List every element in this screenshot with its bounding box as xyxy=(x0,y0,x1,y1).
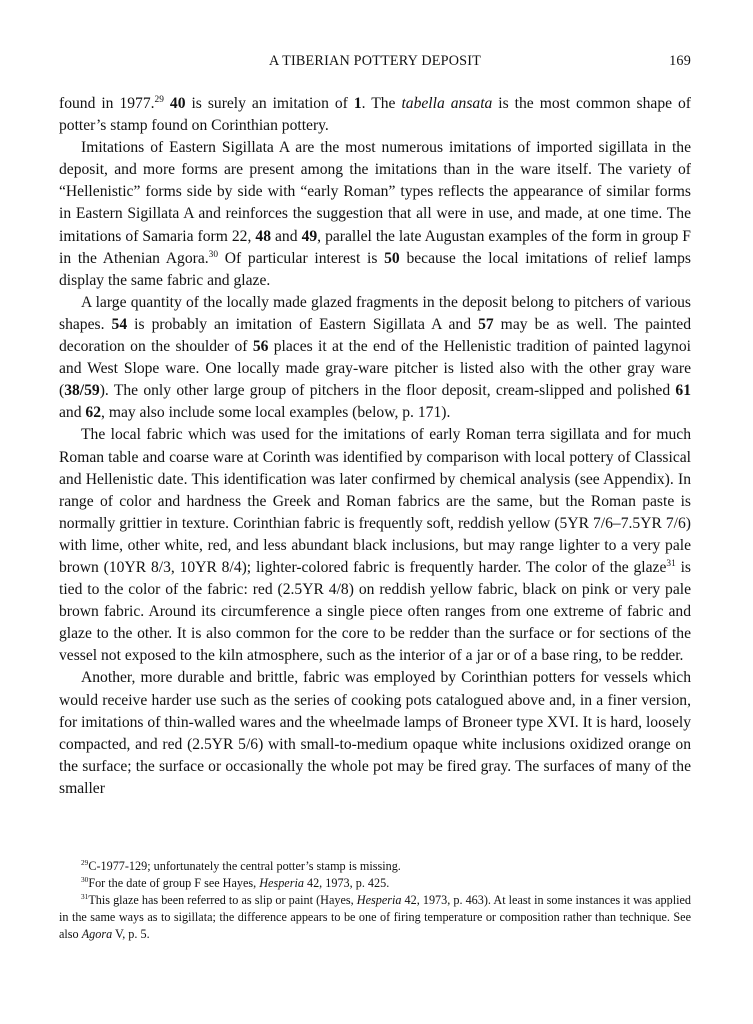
text-run: and xyxy=(270,227,302,245)
text-run: C-1977-129; unfortunately the central potter’s stamp is missing. xyxy=(88,859,401,873)
running-title: A TIBERIAN POTTERY DEPOSIT xyxy=(268,53,482,69)
text-run: V, p. 5. xyxy=(112,927,150,941)
footnote-ref: 31 xyxy=(81,891,89,901)
catalogue-number: 50 xyxy=(384,249,400,267)
text-run: is surely an imitation of xyxy=(185,95,354,112)
text-run: A large quantity of the locally made glazed fragments in the deposit belong to pitchers of various shapes. xyxy=(59,293,691,333)
footnote-ref: 29 xyxy=(154,94,164,105)
body-text xyxy=(59,93,691,800)
catalogue-number: 57 xyxy=(478,315,494,333)
text-run: , parallel the late Augustan examples of the form in group F in the Athenian Agora. xyxy=(59,227,691,267)
text-run: , may also include some local examples (below, p. 171). xyxy=(101,404,451,422)
catalogue-number: 62 xyxy=(85,404,102,422)
catalogue-number: 40 xyxy=(169,95,186,112)
catalogue-number: 54 xyxy=(111,315,128,333)
text-run: is tied to the color of the fabric: red (2.5YR 4/8) on reddish yellow fabric, black on pink or very pale brown fabric. Around its circumference a single piece often ranges from one extreme of fabric and glaze to the other. It is also common for the core to be redder than the surface or for sections of the vessel not exposed to the kiln atmosphere, such as the interior of a jar or of a base ring, to be redder. xyxy=(59,558,691,665)
italic-text: Agora xyxy=(81,927,113,941)
footnote xyxy=(59,892,691,943)
catalogue-number: 49 xyxy=(301,227,318,245)
body-paragraph xyxy=(59,292,691,425)
text-run: This glaze has been referred to as slip or paint (Hayes, xyxy=(88,893,357,907)
footnotes xyxy=(59,858,691,943)
italic-text: tabella ansata xyxy=(401,95,493,112)
footnote-ref: 30 xyxy=(208,249,219,260)
text-run: ). The only other large group of pitchers in the floor deposit, cream-slipped and polished xyxy=(99,382,676,400)
footnote xyxy=(59,875,691,892)
text-run: places it at the end of the Hellenistic tradition of painted lagynoi and West Slope ware. One locally made gray-ware pitcher is listed also with the other gray ware ( xyxy=(59,338,691,400)
text-run: The local fabric which was used for the imitations of early Roman terra sigillata and for much Roman table and coarse ware at Corinth was identified by comparison with local pottery of Classical and Hellenistic date. This identification was later confirmed by chemical analysis (see Appendix). In range of color and hardness the Greek and Roman fabrics are the same, but the Roman paste is normally grittier in texture. Corinthian fabric is frequently soft, reddish yellow (5YR 7/6–7.5YR 7/6) with lime, other white, red, and less abundant black inclusions, but may range lighter to a very pale brown (10YR 8/3, 10YR 8/4); lighter-colored fabric is frequently harder. The color of the glaze xyxy=(59,426,691,576)
body-paragraph xyxy=(59,424,691,667)
text-run: is probably an imitation of Eastern Sigillata A and xyxy=(127,315,479,333)
page xyxy=(59,52,691,800)
text-run: 42, 1973, p. 425. xyxy=(303,876,390,890)
catalogue-number: 1 xyxy=(353,95,362,112)
footnote-ref: 30 xyxy=(81,874,89,884)
italic-text: Hesperia xyxy=(356,893,402,907)
page-number: 169 xyxy=(669,53,691,69)
text-run: Of particular interest is xyxy=(218,249,385,267)
catalogue-number: 48 xyxy=(255,227,271,245)
text-run: and xyxy=(59,404,86,422)
text-run: because the local imitations of relief lamps display the same fabric and glaze. xyxy=(59,249,691,289)
italic-text: Hesperia xyxy=(259,876,304,890)
running-header xyxy=(59,52,691,78)
catalogue-number: 61 xyxy=(675,382,691,400)
text-run: . The xyxy=(361,95,402,112)
catalogue-number: 56 xyxy=(252,338,269,356)
body-paragraph xyxy=(59,93,691,137)
footnote xyxy=(59,858,691,875)
text-run: is the most common shape of potter’s stamp found on Corinthian pottery. xyxy=(59,95,691,135)
footnote-ref: 29 xyxy=(81,857,89,867)
text-run: For the date of group F see Hayes, xyxy=(88,876,260,890)
body-paragraph xyxy=(59,137,691,292)
text-run: may be as well. The painted decoration on the shoulder of xyxy=(59,315,692,356)
footnote-ref: 31 xyxy=(666,558,676,569)
text-run: 42, 1973, p. 463). At least in some instances it was applied in the same ways as to sigillata; the difference appears to be one of firing temperature or composition rather than technique. See also xyxy=(59,893,691,941)
text-run: found in 1977. xyxy=(59,95,155,112)
text-run: Another, more durable and brittle, fabric was employed by Corinthian potters for vessels which would receive harder use such as the series of cooking pots catalogued above and, in a finer version, for imitations of thin-walled wares and the wheelmade lamps of Broneer type XVI. It is hard, loosely compacted, and red (2.5YR 5/6) with small-to-medium opaque white inclusions oxidized orange on the surface; the surface or occasionally the whole pot may be fired gray. The surfaces of many of the smaller xyxy=(59,669,691,797)
catalogue-number: 38/59 xyxy=(64,382,100,400)
body-paragraph xyxy=(59,667,691,800)
text-run: Imitations of Eastern Sigillata A are the most numerous imitations of imported sigillata in the deposit, and more forms are present among the imitations than in the ware itself. The variety of “Hellenistic” forms side by side with “early Roman” types reflects the appearance of similar forms in Eastern Sigillata A and reinforces the suggestion that all were in use, and made, at one time. The imitations of Samaria form 22, xyxy=(59,139,691,245)
